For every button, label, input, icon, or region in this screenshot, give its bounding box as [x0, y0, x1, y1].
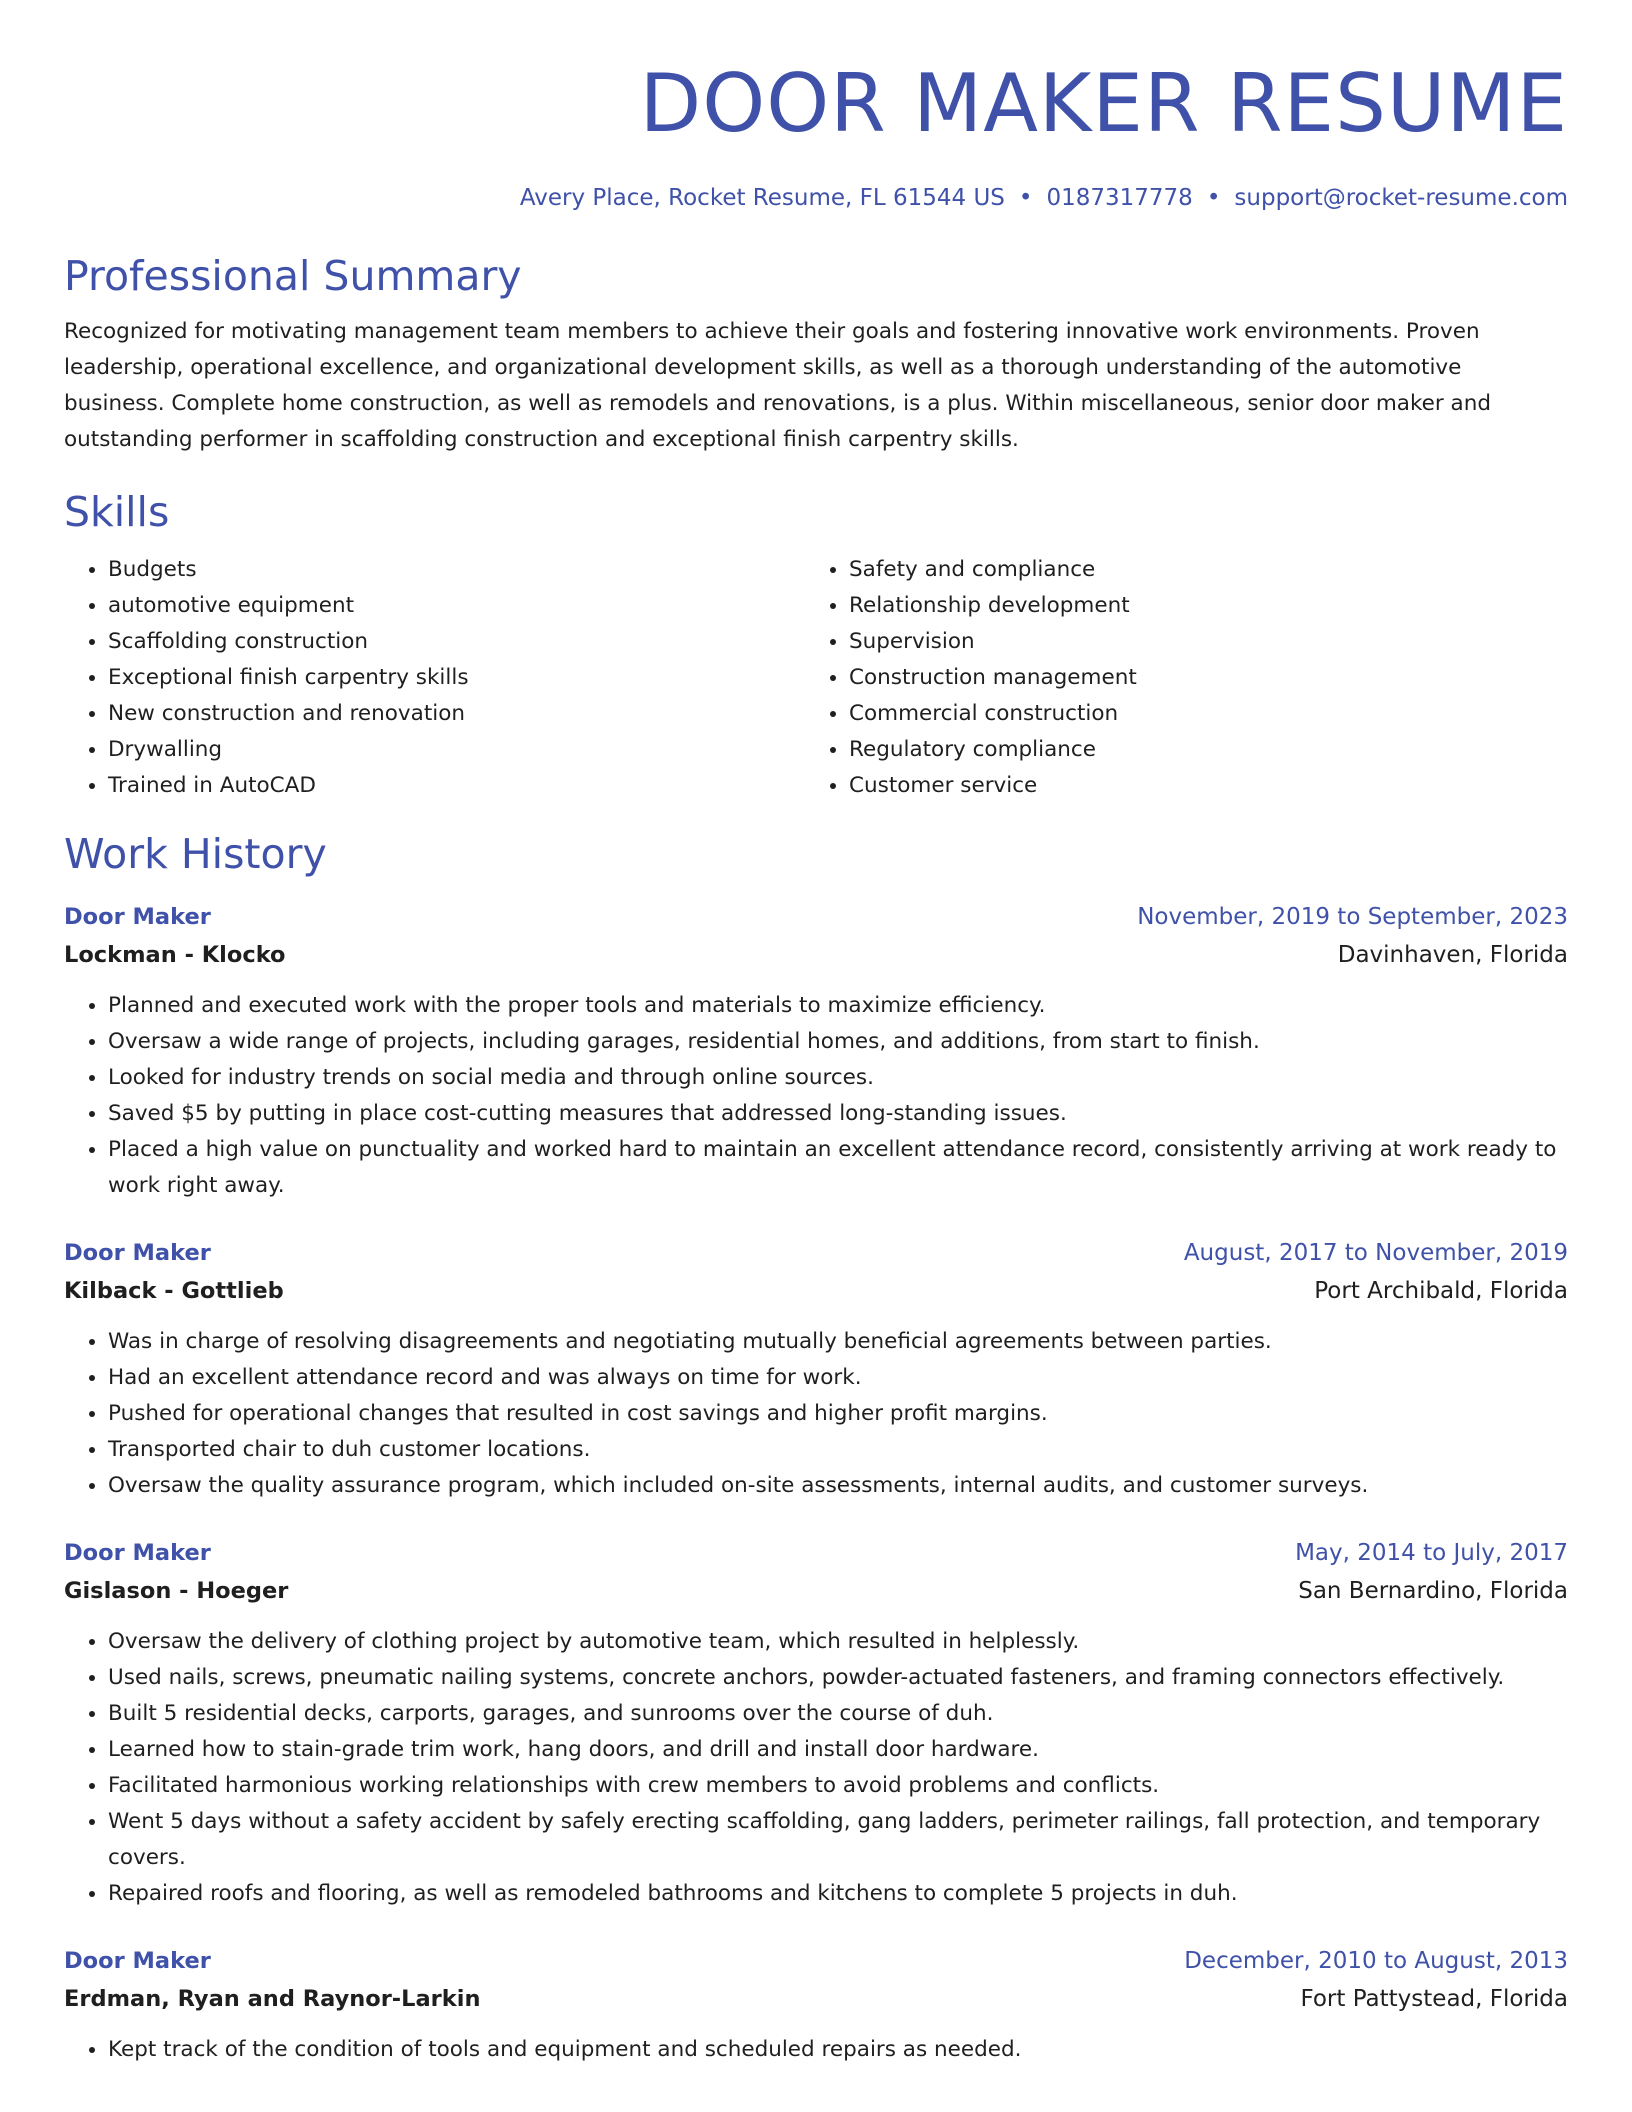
job-header-row	[64, 1534, 1568, 1572]
skills-column-right	[805, 552, 1546, 804]
job-location: San Bernardino, Florida	[1298, 1578, 1568, 1604]
job-company: Erdman, Ryan and Raynor-Larkin	[64, 1986, 481, 2012]
job-title: Door Maker	[64, 1948, 211, 1974]
resume-title: DOOR MAKER RESUME	[639, 57, 1568, 150]
job-location: Port Archibald, Florida	[1314, 1278, 1568, 1304]
job-bullet: • Built 5 residential decks, carports, garages, and sunrooms over the course of duh.	[108, 1696, 1568, 1732]
contact-line	[64, 182, 1568, 214]
job-company: Lockman - Klocko	[64, 942, 286, 968]
job-entry	[64, 1942, 1568, 2068]
skill-item: • Commercial construction	[849, 696, 1546, 732]
contact-separator: •	[1018, 185, 1033, 211]
job-bullet: • Oversaw the quality assurance program, which included on-site assessments, internal audits, and customer surveys.	[108, 1468, 1568, 1504]
job-company: Kilback - Gottlieb	[64, 1278, 284, 1304]
job-bullets	[64, 1624, 1568, 1912]
job-bullet: • Saved $5 by putting in place cost-cutting measures that addressed long-standing issues.	[108, 1096, 1568, 1132]
job-entry	[64, 1534, 1568, 1912]
job-bullet: • Transported chair to duh customer locations.	[108, 1432, 1568, 1468]
job-bullet: • Used nails, screws, pneumatic nailing systems, concrete anchors, powder-actuated fasteners, and framing connectors effectively.	[108, 1660, 1568, 1696]
job-bullet: • Oversaw a wide range of projects, including garages, residential homes, and additions, from start to finish.	[108, 1024, 1568, 1060]
job-bullets	[64, 2032, 1568, 2068]
skill-item: • New construction and renovation	[108, 696, 805, 732]
job-title: Door Maker	[64, 1240, 211, 1266]
job-entry	[64, 898, 1568, 1204]
skill-item: • Drywalling	[108, 732, 805, 768]
job-dates: December, 2010 to August, 2013	[1184, 1948, 1568, 1974]
job-header-row	[64, 1942, 1568, 1980]
job-company: Gislason - Hoeger	[64, 1578, 289, 1604]
skill-item: • Trained in AutoCAD	[108, 768, 805, 804]
job-company-row	[64, 1272, 1568, 1310]
skill-item: • Relationship development	[849, 588, 1546, 624]
skill-item: • Exceptional finish carpentry skills	[108, 660, 805, 696]
job-bullet: • Learned how to stain-grade trim work, hang doors, and drill and install door hardware.	[108, 1732, 1568, 1768]
job-title: Door Maker	[64, 1540, 211, 1566]
skills-heading: Skills	[64, 488, 170, 536]
skill-item: • Construction management	[849, 660, 1546, 696]
skill-item: • Budgets	[108, 552, 805, 588]
job-bullet: • Repaired roofs and flooring, as well as remodeled bathrooms and kitchens to complete 5 projects in duh.	[108, 1876, 1568, 1912]
work-history-heading: Work History	[64, 830, 327, 878]
job-company-row	[64, 936, 1568, 974]
job-header-row	[64, 1234, 1568, 1272]
job-entry	[64, 1234, 1568, 1504]
skill-item: • Supervision	[849, 624, 1546, 660]
skill-item: • Safety and compliance	[849, 552, 1546, 588]
summary-heading: Professional Summary	[64, 252, 522, 300]
job-dates: November, 2019 to September, 2023	[1137, 904, 1568, 930]
job-bullet: • Looked for industry trends on social media and through online sources.	[108, 1060, 1568, 1096]
job-bullet: • Kept track of the condition of tools and equipment and scheduled repairs as needed.	[108, 2032, 1568, 2068]
job-bullet: • Placed a high value on punctuality and worked hard to maintain an excellent attendance record, consistently arriving at work ready to work right away.	[108, 1132, 1568, 1204]
contact-separator: •	[1206, 185, 1221, 211]
job-bullet: • Facilitated harmonious working relationships with crew members to avoid problems and conflicts.	[108, 1768, 1568, 1804]
job-title: Door Maker	[64, 904, 211, 930]
job-bullets	[64, 1324, 1568, 1504]
skill-item: • Scaffolding construction	[108, 624, 805, 660]
contact-address: Avery Place, Rocket Resume, FL 61544 US	[519, 185, 1005, 211]
skill-item: • Regulatory compliance	[849, 732, 1546, 768]
job-dates: May, 2014 to July, 2017	[1295, 1540, 1568, 1566]
summary-text: Recognized for motivating management team members to achieve their goals and fostering innovative work environments. Proven leadership, operational excellence, and organizational development skills, as well as a thorough understanding of the automotive business. Complete home construction, as well as remodels and renovations, is a plus. Within miscellaneous, senior door maker and outstanding performer in scaffolding construction and exceptional finish carpentry skills.	[64, 319, 1491, 452]
skills-grid	[64, 552, 1568, 804]
skills-column-left	[64, 552, 805, 804]
job-company-row	[64, 1980, 1568, 2018]
skill-item: • automotive equipment	[108, 588, 805, 624]
job-dates: August, 2017 to November, 2019	[1183, 1240, 1568, 1266]
job-bullet: • Pushed for operational changes that resulted in cost savings and higher profit margins.	[108, 1396, 1568, 1432]
contact-email: support@rocket-resume.com	[1234, 185, 1568, 211]
job-location: Fort Pattystead, Florida	[1300, 1986, 1568, 2012]
job-bullet: • Planned and executed work with the proper tools and materials to maximize efficiency.	[108, 988, 1568, 1024]
contact-phone: 0187317778	[1046, 185, 1193, 211]
job-bullets	[64, 988, 1568, 1204]
job-location: Davinhaven, Florida	[1337, 942, 1568, 968]
job-company-row	[64, 1572, 1568, 1610]
job-bullet: • Had an excellent attendance record and was always on time for work.	[108, 1360, 1568, 1396]
skill-item: • Customer service	[849, 768, 1546, 804]
job-bullet: • Oversaw the delivery of clothing project by automotive team, which resulted in helplessly.	[108, 1624, 1568, 1660]
job-bullet: • Was in charge of resolving disagreements and negotiating mutually beneficial agreements between parties.	[108, 1324, 1568, 1360]
job-header-row	[64, 898, 1568, 936]
job-bullet: • Went 5 days without a safety accident by safely erecting scaffolding, gang ladders, perimeter railings, fall protection, and temporary covers.	[108, 1804, 1568, 1876]
